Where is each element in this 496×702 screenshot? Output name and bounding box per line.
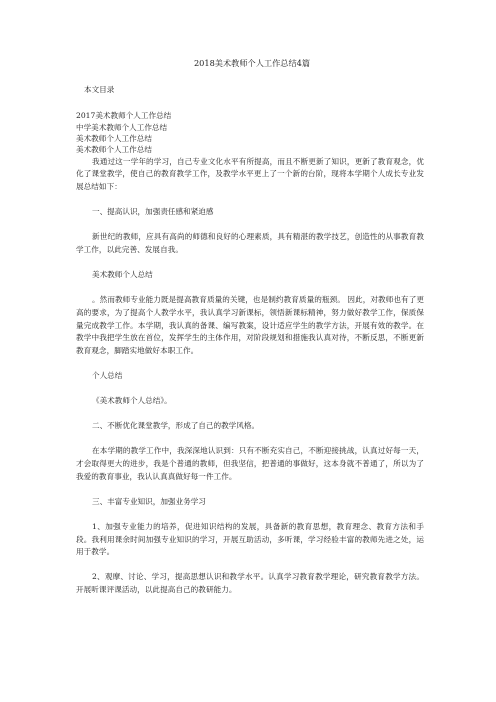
spacer	[76, 219, 424, 232]
toc-item[interactable]: 2017美术教师个人工作总结	[76, 111, 172, 121]
toc-item[interactable]: 中学美术教师个人工作总结	[76, 122, 168, 132]
body-paragraph: 1、加强专业能力的培养，促进知识结构的发展，具备新的教育思想，教育理念、教育方法和手段。我利用课余时间加强专业知识的学习，开展互助活动，多听课，学习经验丰富的教师先进之处，运用于教学。	[76, 522, 424, 557]
document-title: 2018美术教师个人工作总结4篇	[193, 58, 311, 68]
spacer	[76, 257, 424, 270]
spacer	[76, 483, 424, 496]
spacer	[76, 408, 424, 421]
body-paragraph: 。然而教师专业能力既是提高教育质量的关键，也是制约教育质量的瓶颈。 因此，对教师也有了更高的要求，为了提高个人教学水平，我认真学习新课标，领悟新课标精神，努力做好教学工作，保质保量完成教学工作。本学期，我认真的备课、编写教案，设计适应学生的教学方法，开展有效的教学。在教学中我把学生放在首位，发挥学生的主体作用，对阶段规划和措施我认真对待，不断反思，不断更新教育观念，脚踏实地做好本职工作。	[76, 295, 424, 355]
body-paragraph: 新世纪的教师，应具有高尚的师德和良好的心理素质，具有精湛的教学技艺，创造性的从事教育教学工作，以此完善、发展自我。	[76, 232, 424, 254]
section-heading: 美术教师个人总结	[92, 270, 153, 280]
section-heading: 一、提高认识，加强责任感和紧迫感	[92, 207, 214, 217]
spacer	[76, 559, 424, 572]
section-heading: 三、丰富专业知识，加强业务学习	[92, 496, 206, 506]
toc-item[interactable]: 美术教师个人工作总结	[76, 145, 152, 155]
section-heading: 《美术教师个人总结》。	[92, 396, 172, 406]
table-of-contents	[76, 110, 424, 156]
spacer	[76, 433, 424, 446]
spacer	[76, 194, 424, 207]
spacer	[76, 383, 424, 396]
section-heading: 个人总结	[92, 370, 123, 380]
toc-item[interactable]: 美术教师个人工作总结	[76, 134, 152, 143]
spacer	[76, 357, 424, 370]
body-paragraph: 2、观摩、讨论、学习，提高思想认识和教学水平。认真学习教育教学理论，研究教育教学方法。开展听课评课活动，以此提高自己的教研能力。	[76, 572, 424, 594]
spacer	[76, 508, 424, 521]
spacer	[76, 282, 424, 295]
body-paragraph: 我通过这一学年的学习，自己专业文化水平有所提高，而且不断更新了知识，更新了教育观念，优化了课堂教学，使自己的教育教学工作，及教学水平更上了一个新的台阶，现将本学期个人成长专业发展总结如下：	[76, 156, 424, 191]
body-paragraph: 在本学期的教学工作中，我深深地认识到：只有不断充实自己，不断迎接挑战，认真过好每一天，才会取得更大的进步，我是个普通的教师，但我坚信，把普通的事做好，这本身就不普通了，所以为了我爱的教育事业，我认认真真做好每一件工作。	[76, 446, 424, 481]
toc-heading: 本文目录	[84, 84, 115, 94]
section-heading: 二、不断优化课堂教学，形成了自己的教学风格。	[92, 421, 260, 431]
